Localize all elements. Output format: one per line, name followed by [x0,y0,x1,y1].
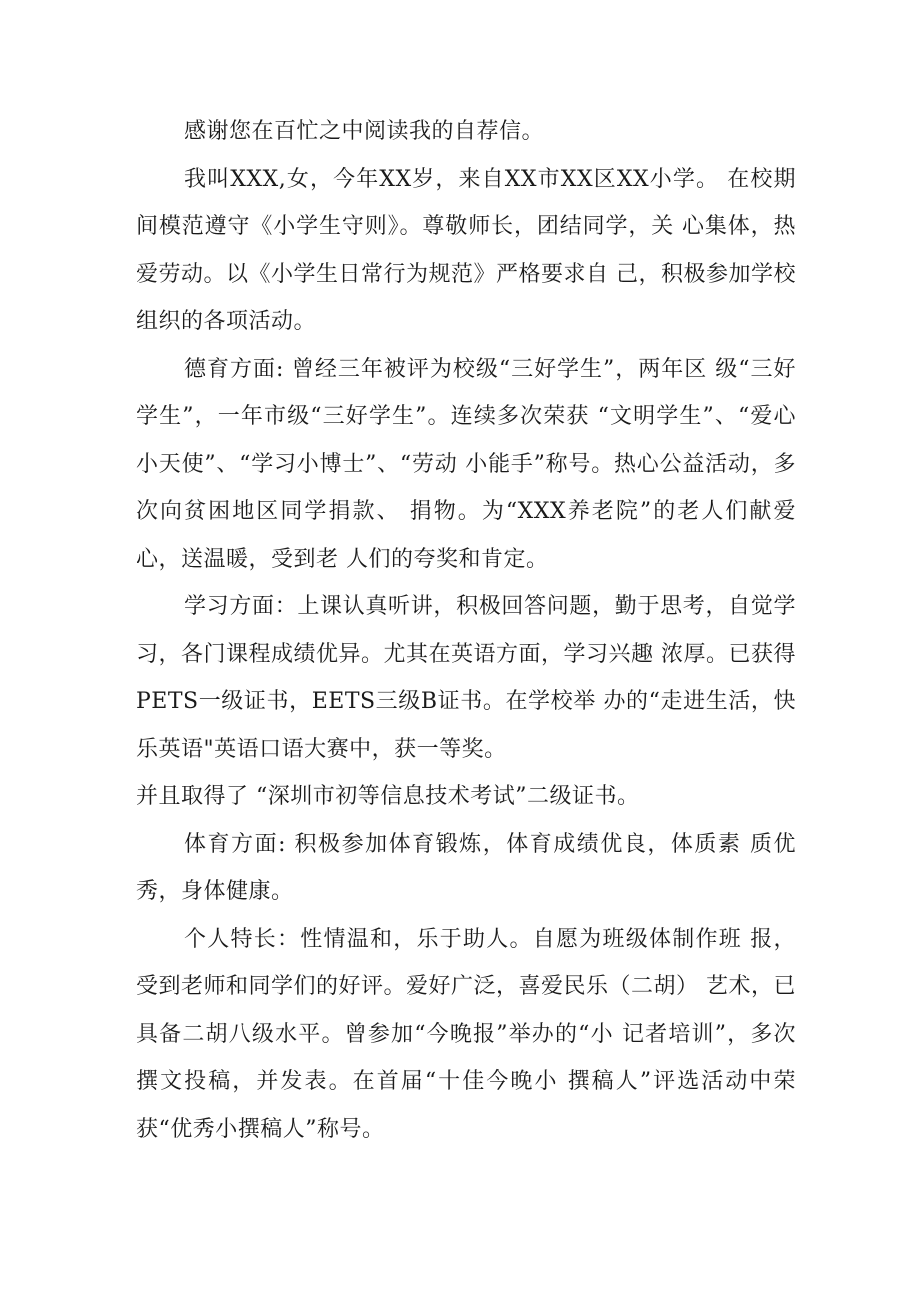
paragraph-introduction: 我叫XXX,女，今年XX岁，来自XX市XX区XX小学。 在校期间模范遵守《小学生守则》。尊敬师长，团结同学，关 心集体，热爱劳动。以《小学生日常行为规范》严格要求自 己，积极参加学校组织的各项活动。 [136,166,796,334]
paragraph-personal-strengths: 个人特长：性情温和，乐于助人。自愿为班级体制作班 报，受到老师和同学们的好评。爱好广泛，喜爱民乐（二胡） 艺术，已具备二胡八级水平。曾参加“今晚报”举办的“小 记者培训”，多次撰文投稿，并发表。在首届“十佳今晚小 撰稿人”评选活动中荣获“优秀小撰稿人”称号。 [136,926,796,1142]
paragraph-moral-education: 德育方面: 曾经三年被评为校级“三好学生”，两年区 级“三好学生”，一年市级“三好学生”。连续多次荣获 “文明学生”、“爱心小天使”、“学习小博士”、“劳动 小能手”称号。热心公益活动，多次向贫困地区同学捐款、 捐物。为“XXX养老院”的老人们献爱心，送温暖，受到老 人们的夸奖和肯定。 [136,356,796,572]
paragraph-study: 学习方面：上课认真听讲，积极回答问题，勤于思考，自觉学习，各门课程成绩优异。尤其在英语方面，学习兴趣 浓厚。已获得PETS一级证书，EETS三级B证书。在学校举 办的“走进生活，快乐英语"英语口语大赛中，获一等奖。 [136,594,796,762]
paragraph-sports: 体育方面: 积极参加体育锻炼，体育成绩优良，体质素 质优秀，身体健康。 [136,831,796,904]
paragraph-thanks: 感谢您在百忙之中阅读我的自荐信。 [184,119,545,144]
letter-body [136,108,796,1153]
paragraph-it-certificate: 并且取得了 “深圳市初等信息技术考试”二级证书。 [136,784,640,809]
